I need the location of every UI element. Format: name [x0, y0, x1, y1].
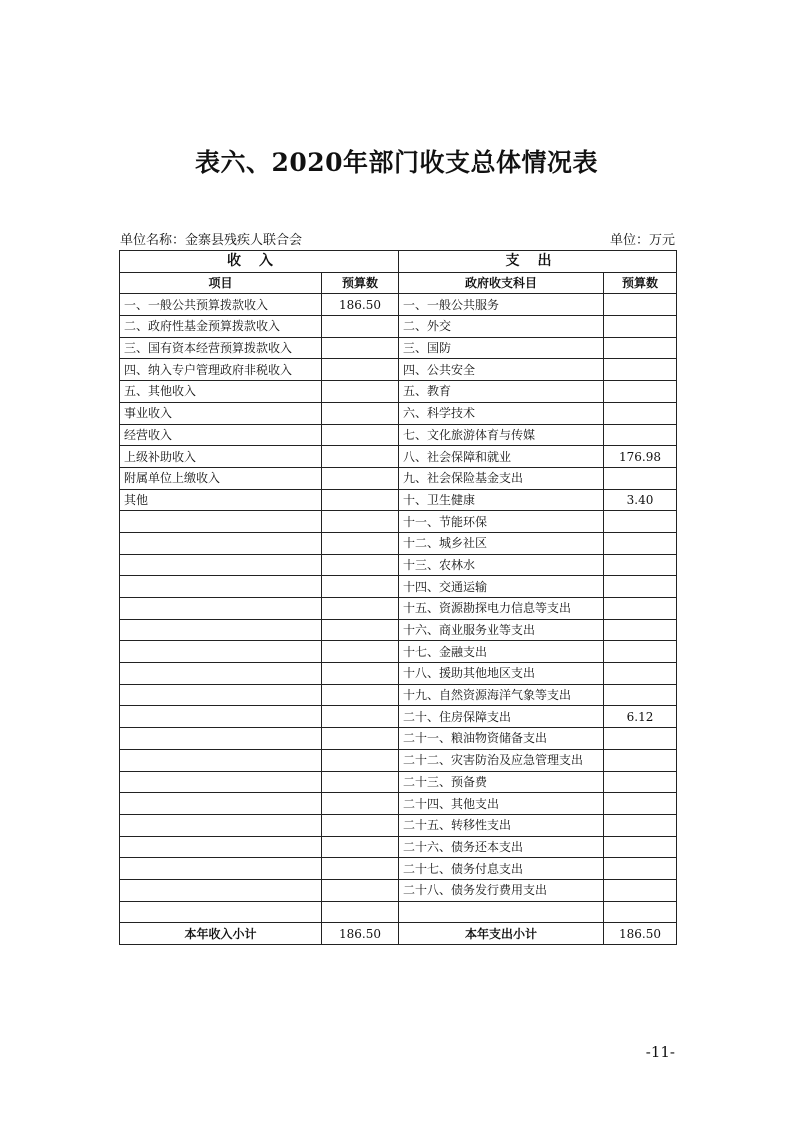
expense-item-cell: 二十、住房保障支出	[399, 706, 604, 728]
table-row	[120, 467, 677, 489]
income-amount-cell	[322, 446, 399, 468]
income-item-cell	[120, 598, 322, 620]
income-item-cell	[120, 771, 322, 793]
expense-item-cell: 八、社会保障和就业	[399, 446, 604, 468]
expense-amount-cell	[604, 858, 677, 880]
expense-item-header: 政府收支科目	[399, 272, 604, 294]
income-amount-cell	[322, 381, 399, 403]
income-amount-cell	[322, 511, 399, 533]
income-item-cell: 上级补助收入	[120, 446, 322, 468]
table-row	[120, 684, 677, 706]
income-amount-cell	[322, 641, 399, 663]
table-row	[120, 619, 677, 641]
table-row	[120, 554, 677, 576]
section-header-row	[120, 251, 677, 273]
budget-table	[119, 250, 677, 945]
table-row	[120, 641, 677, 663]
income-item-cell	[120, 728, 322, 750]
expense-amount-cell: 6.12	[604, 706, 677, 728]
table-row	[120, 749, 677, 771]
table-row	[120, 576, 677, 598]
page-number: -11-	[645, 1043, 675, 1061]
expense-amount-cell	[604, 836, 677, 858]
income-item-cell: 附属单位上缴收入	[120, 467, 322, 489]
expense-amount-cell	[604, 749, 677, 771]
expense-total-label: 本年支出小计	[399, 923, 604, 945]
income-item-cell	[120, 879, 322, 901]
income-item-cell: 经营收入	[120, 424, 322, 446]
income-amount-cell	[322, 337, 399, 359]
income-item-cell: 三、国有资本经营预算拨款收入	[120, 337, 322, 359]
income-total-label: 本年收入小计	[120, 923, 322, 945]
income-amount-cell	[322, 532, 399, 554]
table-row	[120, 316, 677, 338]
expense-item-cell: 十二、城乡社区	[399, 532, 604, 554]
expense-amount-cell	[604, 467, 677, 489]
expense-amount-cell	[604, 663, 677, 685]
expense-item-cell: 四、公共安全	[399, 359, 604, 381]
income-section-header: 收入	[120, 251, 399, 273]
income-amount-cell: 186.50	[322, 294, 399, 316]
income-amount-cell	[322, 554, 399, 576]
income-amount-cell	[322, 706, 399, 728]
expense-item-cell: 二十七、债务付息支出	[399, 858, 604, 880]
income-item-cell	[120, 576, 322, 598]
expense-item-cell: 二、外交	[399, 316, 604, 338]
expense-amount-cell	[604, 402, 677, 424]
expense-item-cell: 二十五、转移性支出	[399, 814, 604, 836]
income-amount-cell	[322, 814, 399, 836]
income-item-cell	[120, 511, 322, 533]
income-amount-cell	[322, 836, 399, 858]
expense-item-cell: 十、卫生健康	[399, 489, 604, 511]
expense-amount-cell	[604, 901, 677, 923]
expense-item-cell: 二十三、预备费	[399, 771, 604, 793]
table-row	[120, 858, 677, 880]
table-row	[120, 511, 677, 533]
expense-amount-cell	[604, 511, 677, 533]
income-amount-header: 预算数	[322, 272, 399, 294]
expense-item-cell: 二十四、其他支出	[399, 793, 604, 815]
totals-row	[120, 923, 677, 945]
page-title: 表六、2020年部门收支总体情况表	[194, 148, 599, 177]
income-item-cell	[120, 619, 322, 641]
table-row	[120, 294, 677, 316]
expense-amount-cell	[604, 879, 677, 901]
expense-item-cell: 十五、资源勘探电力信息等支出	[399, 598, 604, 620]
income-item-cell	[120, 706, 322, 728]
expense-total-amount: 186.50	[604, 923, 677, 945]
income-amount-cell	[322, 793, 399, 815]
expense-item-cell: 三、国防	[399, 337, 604, 359]
expense-amount-cell	[604, 598, 677, 620]
expense-item-cell: 二十二、灾害防治及应急管理支出	[399, 749, 604, 771]
expense-item-cell: 十八、援助其他地区支出	[399, 663, 604, 685]
income-amount-cell	[322, 489, 399, 511]
expense-amount-cell	[604, 771, 677, 793]
expense-amount-cell	[604, 619, 677, 641]
expense-amount-cell	[604, 728, 677, 750]
income-item-cell	[120, 836, 322, 858]
table-row	[120, 337, 677, 359]
expense-item-cell: 九、社会保险基金支出	[399, 467, 604, 489]
expense-item-cell: 二十六、债务还本支出	[399, 836, 604, 858]
income-item-cell	[120, 814, 322, 836]
expense-amount-cell	[604, 793, 677, 815]
expense-section-header: 支出	[399, 251, 677, 273]
income-amount-cell	[322, 749, 399, 771]
income-item-cell: 事业收入	[120, 402, 322, 424]
income-item-cell	[120, 749, 322, 771]
expense-item-cell: 六、科学技术	[399, 402, 604, 424]
expense-amount-cell	[604, 532, 677, 554]
table-row	[120, 728, 677, 750]
table-row	[120, 771, 677, 793]
income-item-cell: 其他	[120, 489, 322, 511]
table-row	[120, 879, 677, 901]
table-row	[120, 793, 677, 815]
expense-item-cell: 十九、自然资源海洋气象等支出	[399, 684, 604, 706]
income-item-cell: 五、其他收入	[120, 381, 322, 403]
table-row	[120, 402, 677, 424]
income-amount-cell	[322, 663, 399, 685]
expense-amount-cell	[604, 359, 677, 381]
income-amount-cell	[322, 684, 399, 706]
expense-item-cell	[399, 901, 604, 923]
expense-amount-cell	[604, 294, 677, 316]
income-amount-cell	[322, 901, 399, 923]
expense-item-cell: 十四、交通运输	[399, 576, 604, 598]
expense-amount-cell	[604, 554, 677, 576]
table-row	[120, 381, 677, 403]
income-item-cell	[120, 532, 322, 554]
table-row	[120, 489, 677, 511]
table-row	[120, 814, 677, 836]
expense-amount-cell	[604, 337, 677, 359]
column-header-row	[120, 272, 677, 294]
table-row	[120, 424, 677, 446]
expense-item-cell: 十一、节能环保	[399, 511, 604, 533]
expense-item-cell: 二十八、债务发行费用支出	[399, 879, 604, 901]
table-row	[120, 663, 677, 685]
table-row	[120, 359, 677, 381]
income-item-cell	[120, 858, 322, 880]
expense-item-cell: 十七、金融支出	[399, 641, 604, 663]
income-item-cell: 二、政府性基金预算拨款收入	[120, 316, 322, 338]
income-total-amount: 186.50	[322, 923, 399, 945]
expense-amount-cell	[604, 424, 677, 446]
unit-name: 单位名称：金寨县残疾人联合会	[120, 233, 303, 248]
income-item-cell	[120, 684, 322, 706]
expense-item-cell: 一、一般公共服务	[399, 294, 604, 316]
income-amount-cell	[322, 467, 399, 489]
income-amount-cell	[322, 771, 399, 793]
income-amount-cell	[322, 424, 399, 446]
income-amount-cell	[322, 402, 399, 424]
expense-amount-cell	[604, 576, 677, 598]
income-amount-cell	[322, 879, 399, 901]
income-amount-cell	[322, 359, 399, 381]
expense-amount-cell: 176.98	[604, 446, 677, 468]
income-amount-cell	[322, 576, 399, 598]
income-amount-cell	[322, 728, 399, 750]
income-amount-cell	[322, 598, 399, 620]
expense-amount-cell	[604, 641, 677, 663]
expense-amount-cell	[604, 684, 677, 706]
income-item-cell: 四、纳入专户管理政府非税收入	[120, 359, 322, 381]
expense-amount-cell	[604, 381, 677, 403]
income-item-cell	[120, 663, 322, 685]
income-amount-cell	[322, 619, 399, 641]
expense-item-cell: 十六、商业服务业等支出	[399, 619, 604, 641]
income-item-cell: 一、一般公共预算拨款收入	[120, 294, 322, 316]
table-row	[120, 532, 677, 554]
income-amount-cell	[322, 858, 399, 880]
table-row	[120, 598, 677, 620]
expense-amount-cell	[604, 316, 677, 338]
income-item-cell	[120, 793, 322, 815]
income-item-header: 项目	[120, 272, 322, 294]
income-amount-cell	[322, 316, 399, 338]
expense-item-cell: 七、文化旅游体育与传媒	[399, 424, 604, 446]
income-item-cell	[120, 901, 322, 923]
expense-amount-cell	[604, 814, 677, 836]
expense-amount-cell: 3.40	[604, 489, 677, 511]
unit-label: 单位：万元	[609, 233, 675, 248]
expense-amount-header: 预算数	[604, 272, 677, 294]
table-row	[120, 901, 677, 923]
income-item-cell	[120, 554, 322, 576]
expense-item-cell: 二十一、粮油物资储备支出	[399, 728, 604, 750]
table-row	[120, 836, 677, 858]
expense-item-cell: 五、教育	[399, 381, 604, 403]
table-row	[120, 446, 677, 468]
table-row	[120, 706, 677, 728]
income-item-cell	[120, 641, 322, 663]
expense-item-cell: 十三、农林水	[399, 554, 604, 576]
